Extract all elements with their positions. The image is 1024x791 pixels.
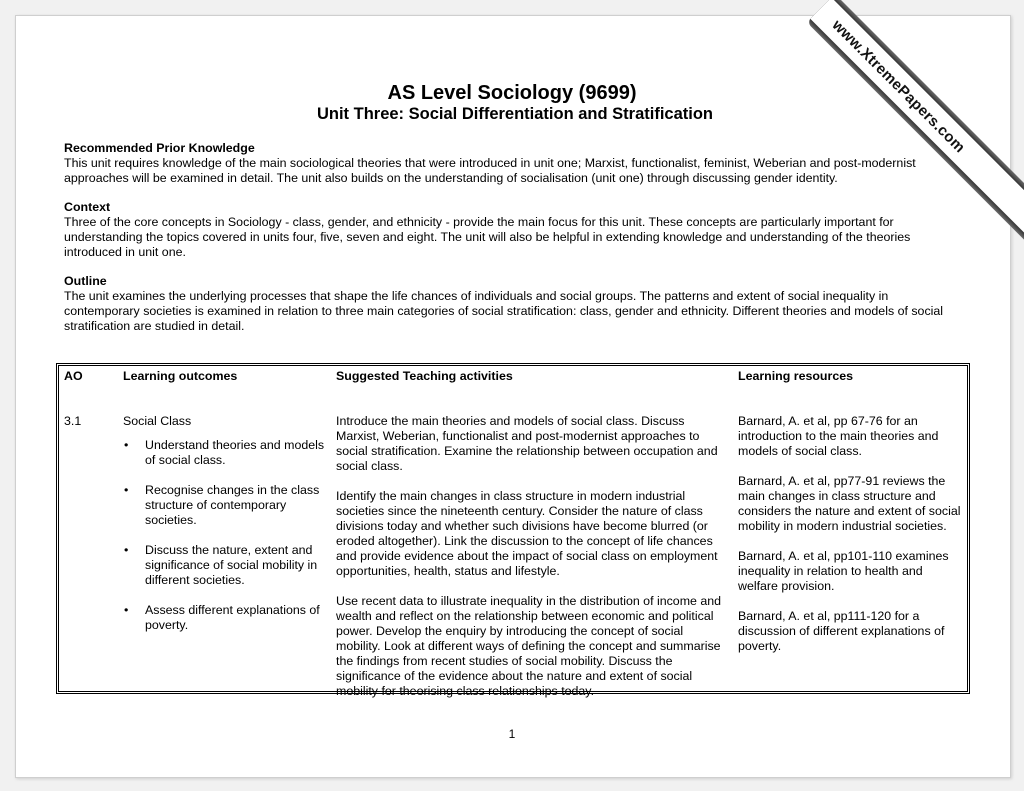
page-number: 1: [508, 727, 516, 741]
outcomes-cell: [123, 414, 328, 648]
document-title: AS Level Sociology (9699): [387, 82, 637, 104]
header-learning-resources: Learning resources: [738, 369, 854, 383]
resources-cell: [738, 414, 963, 669]
section-prior-knowledge: [64, 141, 964, 186]
section-body: The unit examines the underlying processes that shape the life chances of individuals and social groups. The patterns and extent of social inequality in contemporary societies is examined in relation to three main categories of social stratification: class, gender and ethnicity. Different theories and models of social stratification are studied in detail.: [64, 289, 944, 333]
section-context: [64, 200, 964, 260]
list-item: • Discuss the nature, extent and significance of social mobility in different societies.: [124, 543, 318, 587]
learning-table: [56, 363, 970, 698]
section-heading: Recommended Prior Knowledge: [64, 141, 255, 155]
section-body: Three of the core concepts in Sociology - class, gender, and ethnicity - provide the main focus for this unit. These concepts are particularly important for understanding the topics covered in units four, five, seven and eight. The unit will also be helpful in extending knowledge and understanding of the theories introduced in unit one.: [64, 215, 911, 259]
activities-cell: [336, 414, 731, 714]
activity-paragraph: Use recent data to illustrate inequality in the distribution of income and wealth and reflect on the relationship between economic and political power. Develop the enquiry by introducing the concept of social mobility. Look at different ways of defining the concept and summarise the findings from recent studies of social mobility. Discuss the significance of the evidence about the nature and extent of social mobility for theorising class relationships today.: [336, 594, 722, 698]
section-outline: [64, 274, 964, 334]
list-item: • Recognise changes in the class structure of contemporary societies.: [124, 483, 320, 527]
activity-paragraph: Introduce the main theories and models of social class. Discuss Marxist, Weberian, functionalist and post-modernist approaches to social stratification. Examine the relationship between occupation and social class.: [336, 414, 718, 473]
outcomes-list: [123, 438, 328, 633]
resource-paragraph: Barnard, A. et al, pp111-120 for a discussion of different explanations of poverty.: [738, 609, 945, 653]
ao-code: 3.1: [64, 414, 82, 428]
section-body: This unit requires knowledge of the main sociological theories that were introduced in unit one; Marxist, functionalist, feminist, Weberian and post-modernist approaches will be examined in detail. The unit also builds on the understanding of socialisation (unit one) through discussing gender identity.: [64, 156, 916, 185]
list-item: • Understand theories and models of social class.: [124, 438, 325, 467]
resource-paragraph: Barnard, A. et al, pp77-91 reviews the main changes in class structure and considers the nature and extent of social mobility in modern industrial societies.: [738, 474, 961, 533]
bullet-icon: •: [124, 603, 129, 617]
resource-paragraph: Barnard, A. et al, pp101-110 examines inequality in relation to health and welfare provision.: [738, 549, 949, 593]
topic-title: Social Class: [123, 414, 192, 428]
document-subtitle: Unit Three: Social Differentiation and Stratification: [316, 105, 714, 123]
section-heading: Context: [64, 200, 111, 214]
bullet-icon: •: [124, 483, 129, 497]
watermark-text[interactable]: www.XtremePapers.com: [810, 0, 1024, 252]
list-item: • Assess different explanations of poverty.: [124, 603, 320, 632]
bullet-icon: •: [124, 438, 129, 452]
resource-paragraph: Barnard, A. et al, pp 67-76 for an introduction to the main theories and models of social class.: [738, 414, 939, 458]
activity-paragraph: Identify the main changes in class structure in modern industrial societies since the nineteenth century. Consider the nature of class divisions today and whether such divisions have become blurred (or eroded altogether). Link the discussion to the concept of life chances and provide evidence about the impact of social class on employment opportunities, health, status and lifestyle.: [336, 489, 718, 578]
header-teaching-activities: Suggested Teaching activities: [336, 369, 513, 383]
section-heading: Outline: [64, 274, 107, 288]
header-ao: AO: [64, 369, 83, 383]
header-learning-outcomes: Learning outcomes: [123, 369, 238, 383]
bullet-icon: •: [124, 543, 129, 557]
